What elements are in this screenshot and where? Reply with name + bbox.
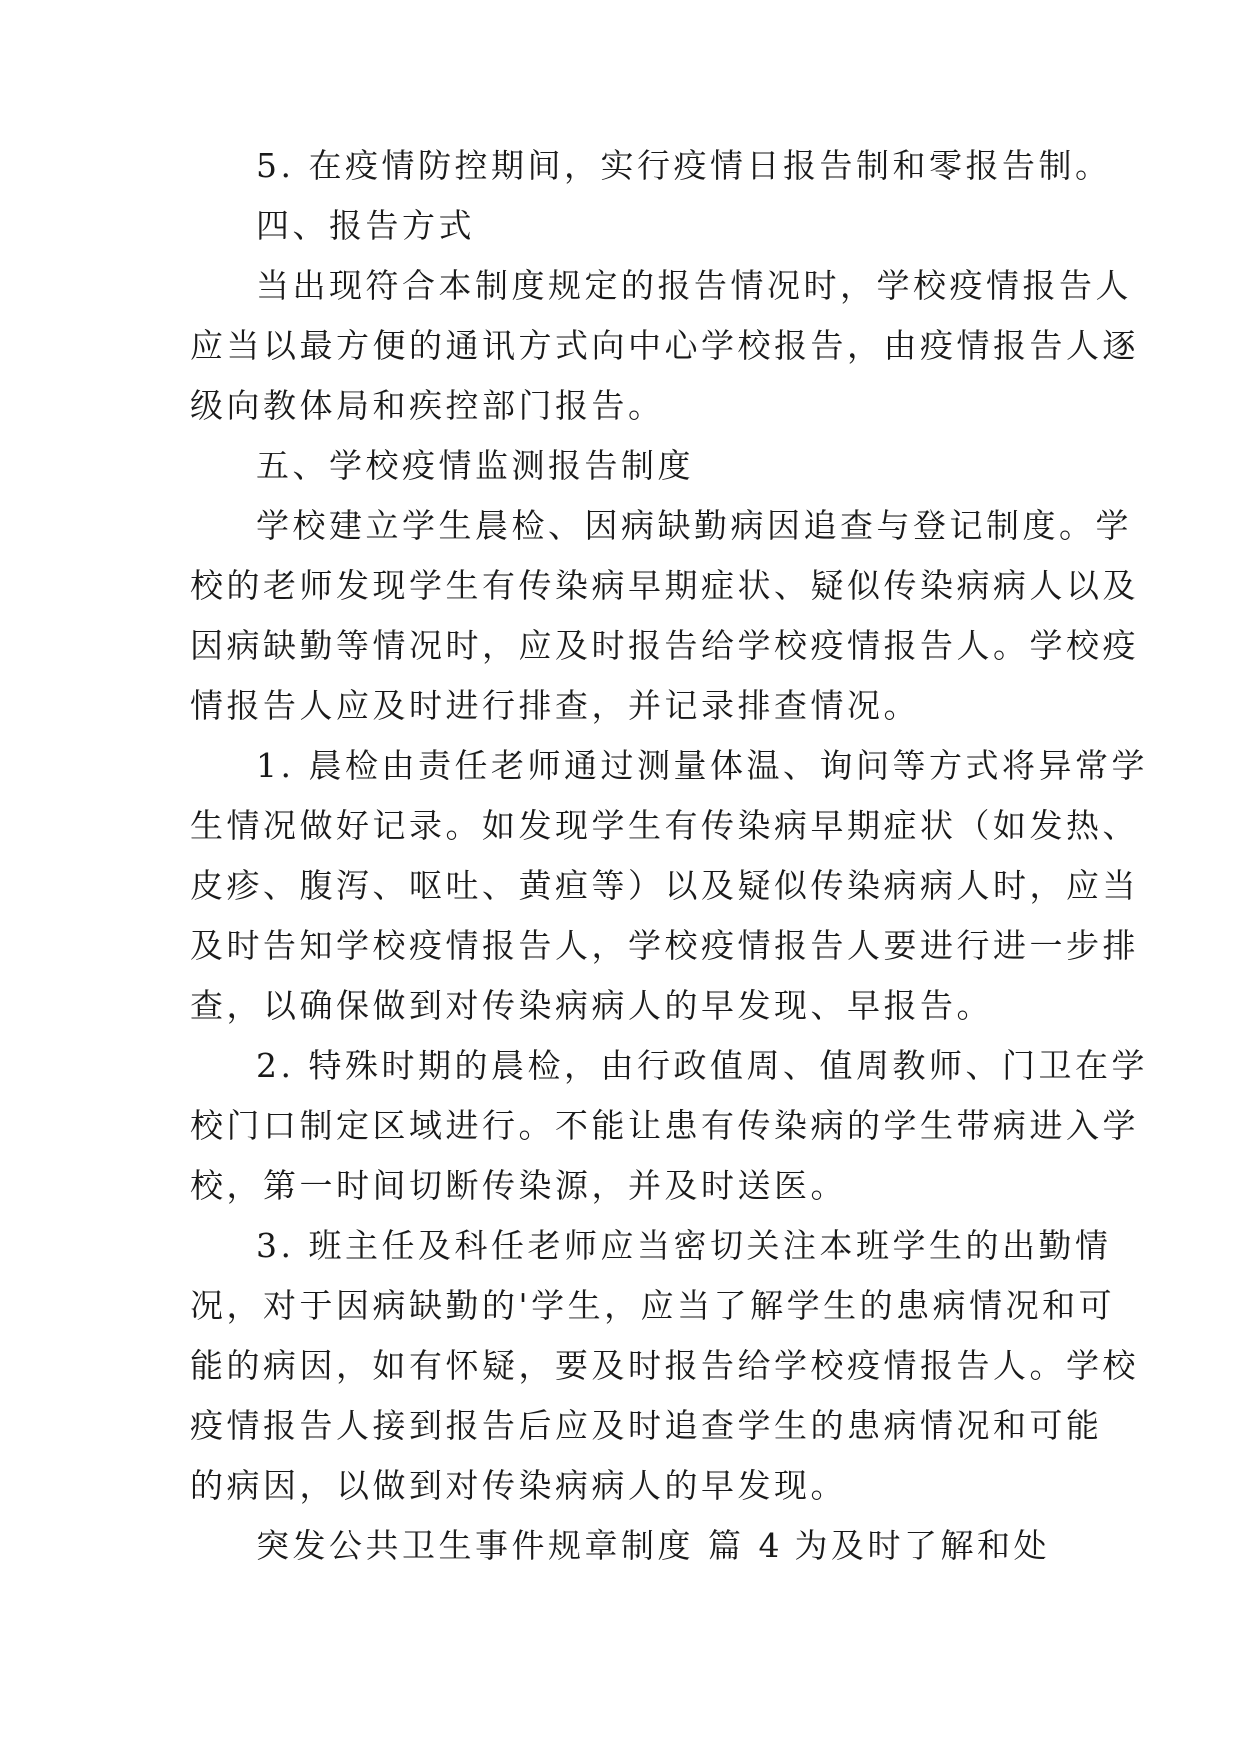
- paragraph-line: 能的病因，如有怀疑，要及时报告给学校疫情报告人。学校: [190, 1346, 1139, 1385]
- paragraph-line: 3. 班主任及科任老师应当密切关注本班学生的出勤情: [256, 1226, 1112, 1265]
- paragraph-line: [256, 1516, 1050, 1576]
- paragraph-fragment: 为及时了解和处: [794, 1526, 1050, 1565]
- paragraph-line: 2. 特殊时期的晨检，由行政值周、值周教师、门卫在学: [256, 1046, 1148, 1085]
- paragraph-line: 应当以最方便的通讯方式向中心学校报告，由疫情报告人逐: [190, 326, 1139, 365]
- paragraph-line: 级向教体局和疾控部门报告。: [190, 386, 665, 425]
- article-title: 突发公共卫生事件规章制度 篇 4: [256, 1526, 783, 1565]
- paragraph-line: 1. 晨检由责任老师通过测量体温、询问等方式将异常学: [256, 746, 1148, 785]
- paragraph-line: 及时告知学校疫情报告人，学校疫情报告人要进行进一步排: [190, 926, 1139, 965]
- section-heading: 五、学校疫情监测报告制度: [256, 446, 694, 485]
- paragraph-line: 况，对于因病缺勤的'学生，应当了解学生的患病情况和可: [190, 1286, 1116, 1325]
- paragraph-line: 的病因，以做到对传染病病人的早发现。: [190, 1466, 847, 1505]
- paragraph-line: 因病缺勤等情况时，应及时报告给学校疫情报告人。学校疫: [190, 626, 1139, 665]
- paragraph-line: 皮疹、腹泻、呕吐、黄疸等）以及疑似传染病病人时，应当: [190, 866, 1139, 905]
- paragraph-line: 情报告人应及时进行排查，并记录排查情况。: [190, 686, 920, 725]
- paragraph-line: 校的老师发现学生有传染病早期症状、疑似传染病病人以及: [190, 566, 1139, 605]
- paragraph-line: 疫情报告人接到报告后应及时追查学生的患病情况和可能: [190, 1406, 1103, 1445]
- section-heading: 四、报告方式: [256, 206, 475, 245]
- paragraph-line: 校门口制定区域进行。不能让患有传染病的学生带病进入学: [190, 1106, 1139, 1145]
- paragraph-line: 校，第一时间切断传染源，并及时送医。: [190, 1166, 847, 1205]
- paragraph-line: 学校建立学生晨检、因病缺勤病因追查与登记制度。学: [256, 506, 1132, 545]
- paragraph-line: 5. 在疫情防控期间，实行疫情日报告制和零报告制。: [256, 146, 1112, 185]
- paragraph-line: 生情况做好记录。如发现学生有传染病早期症状（如发热、: [190, 806, 1139, 845]
- paragraph-line: 当出现符合本制度规定的报告情况时，学校疫情报告人: [256, 266, 1132, 305]
- paragraph-line: 查，以确保做到对传染病病人的早发现、早报告。: [190, 986, 993, 1025]
